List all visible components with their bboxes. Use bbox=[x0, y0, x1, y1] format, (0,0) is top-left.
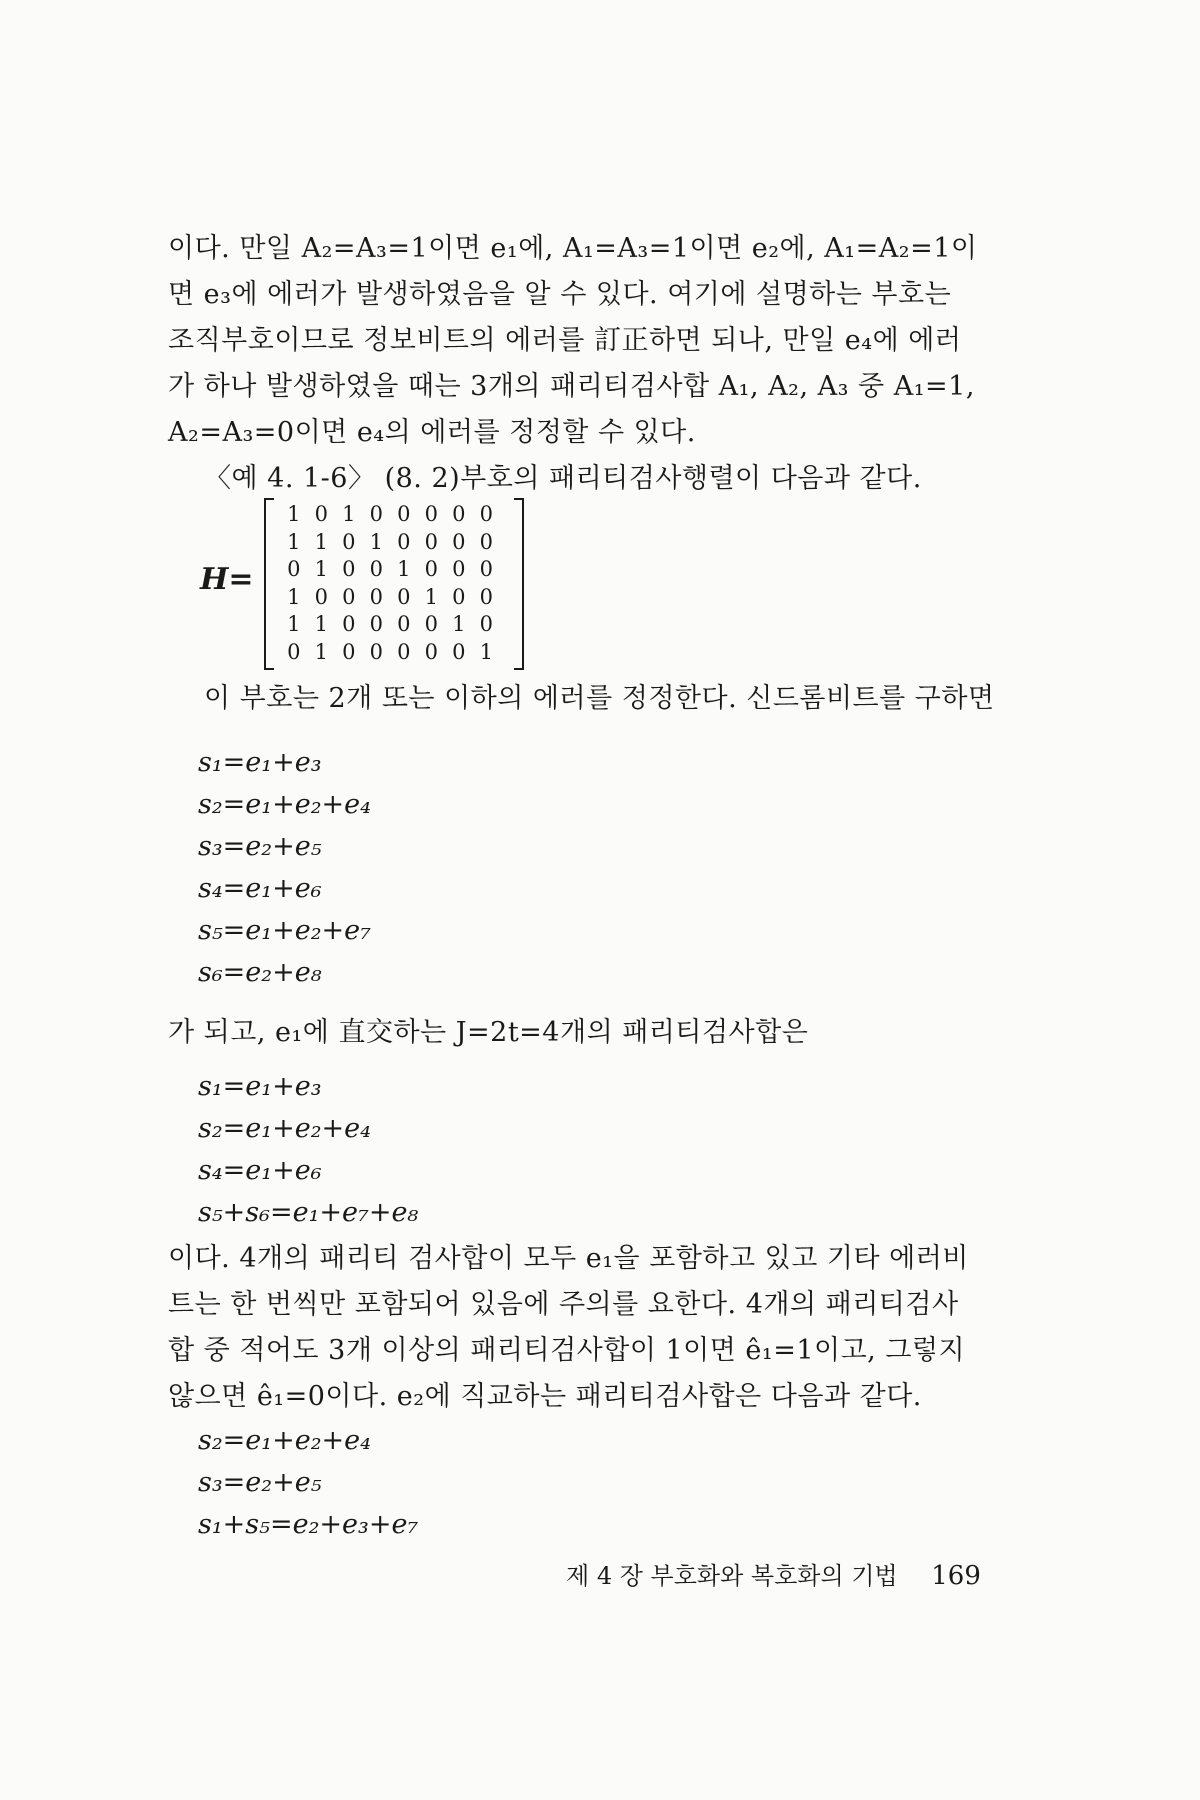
matrix-cell: 0 bbox=[452, 502, 466, 526]
matrix-cell: 1 bbox=[314, 529, 328, 554]
matrix-cell: 1 bbox=[287, 502, 301, 526]
matrix-cell: 1 bbox=[287, 529, 301, 554]
matrix-cell: 0 bbox=[452, 529, 466, 554]
parity-check-matrix bbox=[200, 494, 540, 672]
text-line: 가 되고, e₁에 直交하는 J=2t=4개의 패리티검사합은 bbox=[168, 1017, 809, 1048]
equation: s₅=e₁+e₂+e₇ bbox=[198, 915, 371, 946]
matrix-cell: 0 bbox=[369, 639, 383, 664]
chapter-title: 제 4 장 부호화와 복호화의 기법 bbox=[566, 1562, 898, 1590]
example-heading: 〈예 4. 1-6〉 (8. 2)부호의 패리티검사행렬이 다음과 같다. bbox=[204, 463, 922, 494]
orthogonal-e1-equations bbox=[198, 1066, 798, 1234]
text-line: 이다. 4개의 패리티 검사합이 모두 e₁을 포함하고 있고 기타 에러비 bbox=[168, 1243, 969, 1274]
text-line: 가 하나 발생하였을 때는 3개의 패리티검사합 A₁, A₂, A₃ 중 A₁=1, bbox=[168, 371, 975, 402]
equation: s₁=e₁+e₃ bbox=[198, 1071, 322, 1102]
paragraph-1 bbox=[168, 226, 988, 502]
matrix-row bbox=[280, 612, 500, 636]
page-number: 169 bbox=[931, 1561, 981, 1591]
matrix-cell: 0 bbox=[397, 639, 411, 664]
equation: s₆=e₂+e₈ bbox=[198, 957, 322, 988]
equation: s₂=e₁+e₂+e₄ bbox=[198, 789, 371, 820]
matrix-cell: 1 bbox=[369, 529, 383, 554]
matrix-cell: 0 bbox=[342, 557, 356, 581]
page-footer bbox=[566, 1556, 981, 1591]
syndrome-equations bbox=[198, 742, 798, 994]
matrix-cell: 1 bbox=[424, 584, 438, 609]
text-line: 이 부호는 2개 또는 이하의 에러를 정정한다. 신드롬비트를 구하면 bbox=[204, 683, 995, 714]
matrix-cell: 0 bbox=[424, 502, 438, 526]
matrix-cell: 0 bbox=[369, 557, 383, 581]
matrix-cell: 0 bbox=[424, 557, 438, 581]
equation: s₃=e₂+e₅ bbox=[198, 1467, 322, 1498]
matrix-cell: 0 bbox=[452, 557, 466, 581]
matrix-right-bracket bbox=[514, 498, 524, 670]
matrix-cell: 0 bbox=[287, 639, 301, 664]
matrix-cell: 0 bbox=[342, 639, 356, 664]
equation: s₂=e₁+e₂+e₄ bbox=[198, 1425, 371, 1456]
matrix-row bbox=[280, 585, 500, 609]
matrix-cell: 0 bbox=[479, 612, 493, 636]
matrix-label: H= bbox=[200, 562, 254, 597]
matrix-cell: 0 bbox=[452, 584, 466, 609]
matrix-cell: 0 bbox=[479, 502, 493, 526]
matrix-cell: 0 bbox=[287, 557, 301, 581]
matrix-cell: 1 bbox=[397, 557, 411, 581]
matrix-row bbox=[280, 640, 500, 664]
matrix-cell: 0 bbox=[342, 584, 356, 609]
matrix-row bbox=[280, 502, 500, 526]
matrix-cell: 0 bbox=[397, 612, 411, 636]
matrix-cell: 1 bbox=[314, 612, 328, 636]
matrix-cell: 1 bbox=[314, 639, 328, 664]
matrix-cell: 0 bbox=[452, 639, 466, 664]
matrix-cell: 0 bbox=[397, 502, 411, 526]
matrix-row bbox=[280, 557, 500, 581]
matrix-cell: 0 bbox=[369, 584, 383, 609]
text-line: 이다. 만일 A₂=A₃=1이면 e₁에, A₁=A₃=1이면 e₂에, A₁=A₂=1이 bbox=[168, 233, 978, 264]
matrix-cell: 0 bbox=[342, 612, 356, 636]
matrix-cell: 1 bbox=[342, 502, 356, 526]
matrix-cell: 1 bbox=[287, 584, 301, 609]
text-line: A₂=A₃=0이면 e₄의 에러를 정정할 수 있다. bbox=[168, 417, 696, 448]
equation: s₄=e₁+e₆ bbox=[198, 873, 322, 904]
orthogonal-e2-equations bbox=[198, 1420, 798, 1546]
matrix-cell: 0 bbox=[479, 529, 493, 554]
text-line: 않으면 ê₁=0이다. e₂에 직교하는 패리티검사합은 다음과 같다. bbox=[168, 1381, 922, 1412]
text-line: 트는 한 번씩만 포함되어 있음에 주의를 요한다. 4개의 패리티검사 bbox=[168, 1289, 959, 1320]
paragraph-4 bbox=[168, 1236, 988, 1420]
matrix-cell: 1 bbox=[452, 612, 466, 636]
matrix-cell: 0 bbox=[479, 584, 493, 609]
matrix-cell: 1 bbox=[479, 639, 493, 664]
matrix-cell: 0 bbox=[424, 612, 438, 636]
matrix-cell: 0 bbox=[314, 584, 328, 609]
matrix-cell: 0 bbox=[314, 502, 328, 526]
matrix-left-bracket bbox=[264, 498, 274, 670]
matrix-cell: 0 bbox=[397, 529, 411, 554]
matrix-cell: 0 bbox=[424, 529, 438, 554]
equation: s₃=e₂+e₅ bbox=[198, 831, 322, 862]
matrix-cell: 0 bbox=[369, 612, 383, 636]
text-line: 합 중 적어도 3개 이상의 패리티검사합이 1이면 ê₁=1이고, 그렇지 bbox=[168, 1335, 966, 1366]
matrix-cell: 0 bbox=[424, 639, 438, 664]
matrix-cell: 0 bbox=[342, 529, 356, 554]
paragraph-3 bbox=[168, 1010, 988, 1056]
text-line: 면 e₃에 에러가 발생하였음을 알 수 있다. 여기에 설명하는 부호는 bbox=[168, 279, 952, 310]
equation: s₁+s₅=e₂+e₃+e₇ bbox=[198, 1509, 419, 1540]
matrix-row bbox=[280, 530, 500, 554]
text-line: 조직부호이므로 정보비트의 에러를 訂正하면 되나, 만일 e₄에 에러 bbox=[168, 325, 962, 356]
matrix-cell: 1 bbox=[287, 612, 301, 636]
matrix-cell: 1 bbox=[314, 557, 328, 581]
paragraph-2 bbox=[168, 676, 995, 722]
equation: s₅+s₆=e₁+e₇+e₈ bbox=[198, 1197, 419, 1228]
matrix-cell: 0 bbox=[369, 502, 383, 526]
matrix-cell: 0 bbox=[397, 584, 411, 609]
matrix-cell: 0 bbox=[479, 557, 493, 581]
equation: s₁=e₁+e₃ bbox=[198, 747, 322, 778]
equation: s₄=e₁+e₆ bbox=[198, 1155, 322, 1186]
equation: s₂=e₁+e₂+e₄ bbox=[198, 1113, 371, 1144]
